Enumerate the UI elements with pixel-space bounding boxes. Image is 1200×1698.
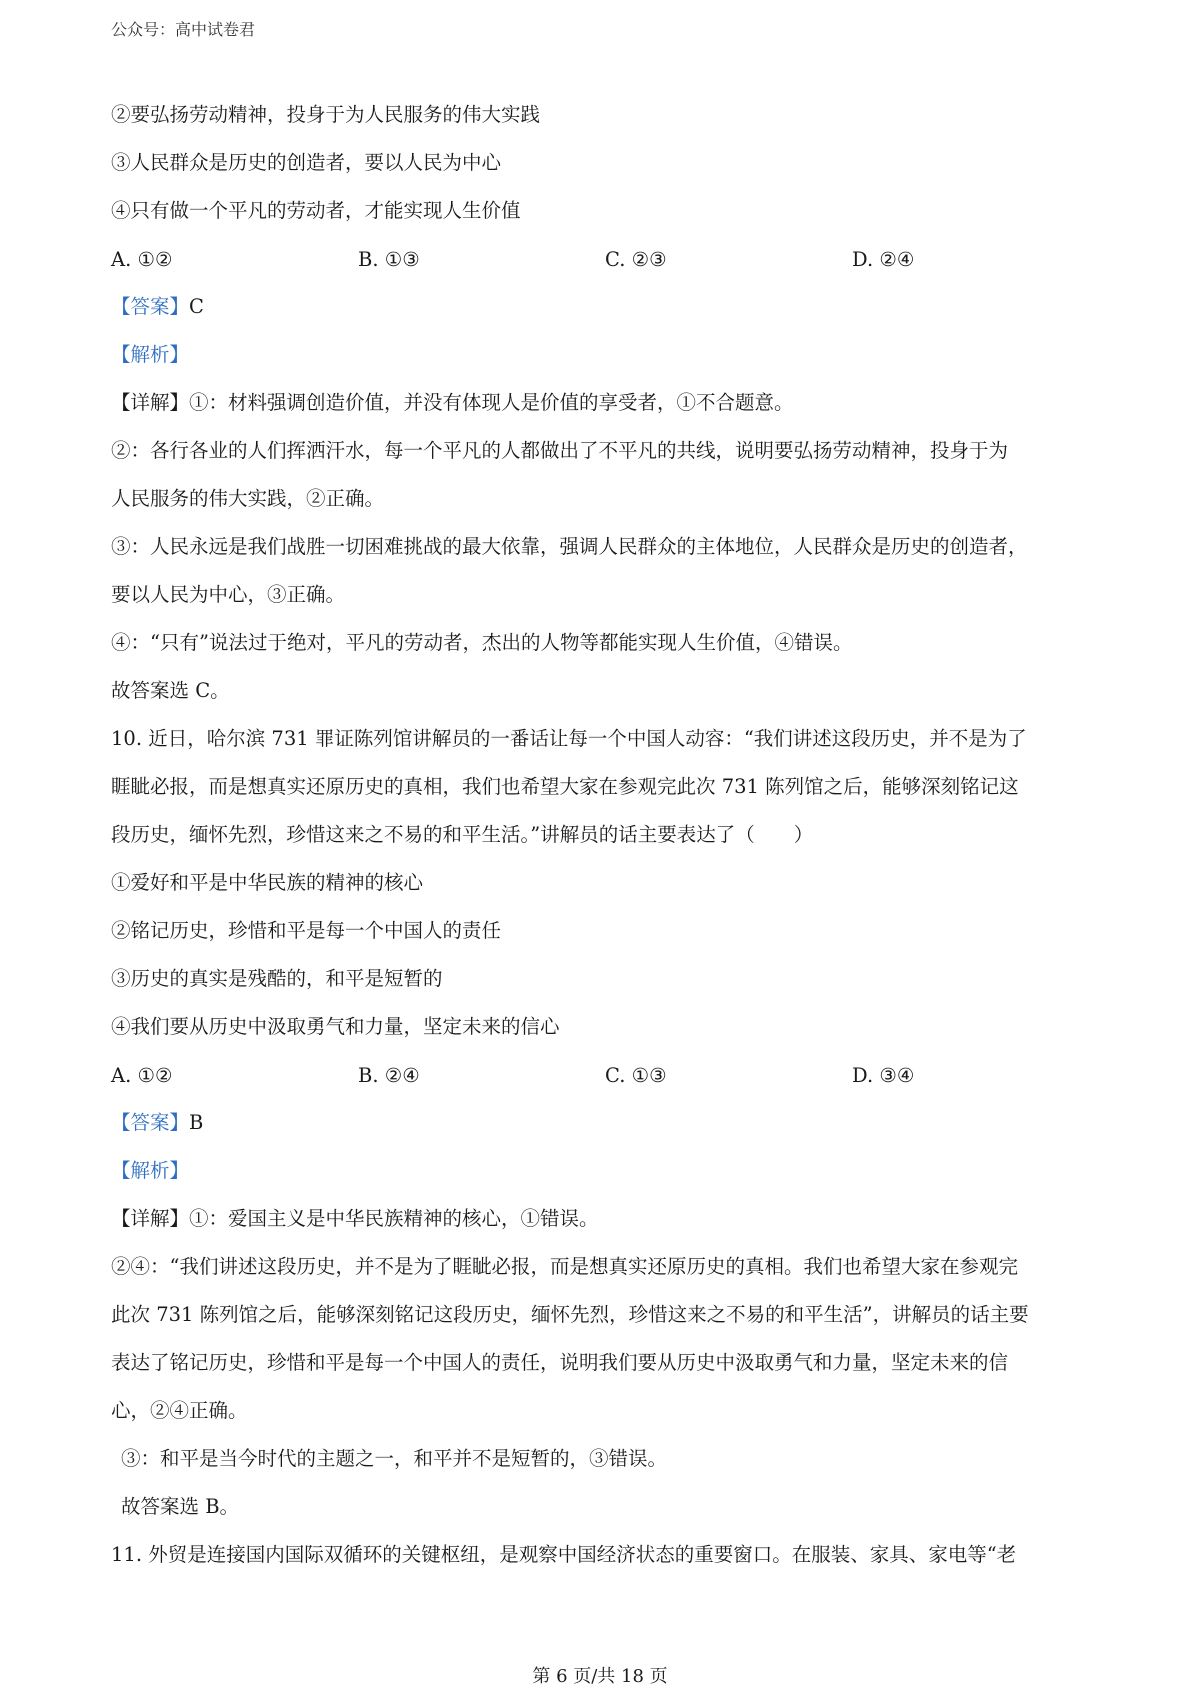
q10-detail-line: 【详解】①：爱国主义是中华民族精神的核心，①错误。 <box>111 1207 599 1230</box>
q10-option-c: C. ①③ <box>605 1063 667 1087</box>
q10-answer-value: B <box>189 1111 204 1134</box>
q10-detail-line: 表达了铭记历史，珍惜和平是每一个中国人的责任，说明我们要从历史中汲取勇气和力量，坚定未来的信 <box>111 1351 1009 1374</box>
q9-detail-line: ④：“只有”说法过于绝对，平凡的劳动者，杰出的人物等都能实现人生价值，④错误。 <box>111 631 853 654</box>
q10-stem-line: 10. 近日，哈尔滨 731 罪证陈列馆讲解员的一番话让每一个中国人动容：“我们讲述这段历史，并不是为了 <box>111 727 1027 750</box>
q9-statement-3: ③人民群众是历史的创造者，要以人民为中心 <box>111 151 502 174</box>
q10-detail-line: 此次 731 陈列馆之后，能够深刻铭记这段历史，缅怀先烈，珍惜这来之不易的和平生活”，讲解员的话主要 <box>111 1303 1029 1326</box>
q9-option-c: C. ②③ <box>605 247 667 271</box>
q9-statement-2: ②要弘扬劳动精神，投身于为人民服务的伟大实践 <box>111 103 541 126</box>
q10-statement-3: ③历史的真实是残酷的，和平是短暂的 <box>111 967 443 990</box>
q10-detail-line: ②④：“我们讲述这段历史，并不是为了睚眦必报，而是想真实还原历史的真相。我们也希望大家在参观完 <box>111 1255 1018 1278</box>
q10-detail-line: 心，②④正确。 <box>111 1399 248 1422</box>
q10-option-a: A. ①② <box>111 1063 173 1087</box>
q9-options <box>111 235 1101 283</box>
q10-statement-1: ①爱好和平是中华民族的精神的核心 <box>111 871 424 894</box>
q9-analysis-tag: 【解析】 <box>111 343 190 366</box>
q10-detail-line: ③：和平是当今时代的主题之一，和平并不是短暂的，③错误。 <box>121 1447 668 1470</box>
page-number: 第 6 页/共 18 页 <box>532 1666 668 1687</box>
q9-option-d: D. ②④ <box>852 247 915 271</box>
q9-detail-line: ②：各行各业的人们挥洒汗水，每一个平凡的人都做出了不平凡的共线，说明要弘扬劳动精神，投身于为 <box>111 439 1009 462</box>
q10-statement-2: ②铭记历史，珍惜和平是每一个中国人的责任 <box>111 919 502 942</box>
q9-conclusion: 故答案选 C。 <box>111 679 230 702</box>
q10-stem-line: 睚眦必报，而是想真实还原历史的真相，我们也希望大家在参观完此次 731 陈列馆之后，能够深刻铭记这 <box>111 775 1019 798</box>
q10-conclusion: 故答案选 B。 <box>121 1495 240 1518</box>
q9-detail-line: 【详解】①：材料强调创造价值，并没有体现人是价值的享受者，①不合题意。 <box>111 391 794 414</box>
q9-detail-line: 人民服务的伟大实践，②正确。 <box>111 487 385 510</box>
q9-statement-4: ④只有做一个平凡的劳动者，才能实现人生价值 <box>111 199 521 222</box>
q10-statement-4: ④我们要从历史中汲取勇气和力量，坚定未来的信心 <box>111 1015 560 1038</box>
q10-stem-line: 段历史，缅怀先烈，珍惜这来之不易的和平生活。”讲解员的话主要表达了（ ） <box>111 823 814 846</box>
q10-options <box>111 1051 1101 1099</box>
q9-answer <box>111 283 1101 331</box>
page-header: 公众号：高中试卷君 <box>111 20 256 39</box>
q10-answer <box>111 1099 1101 1147</box>
answer-tag: 【答案】 <box>111 1111 190 1134</box>
q9-option-b: B. ①③ <box>358 247 420 271</box>
q9-detail-line: ③：人民永远是我们战胜一切困难挑战的最大依靠，强调人民群众的主体地位，人民群众是历史的创造者， <box>111 535 1028 558</box>
answer-tag: 【答案】 <box>111 295 190 318</box>
q10-analysis-tag: 【解析】 <box>111 1159 190 1182</box>
q9-answer-value: C <box>189 295 204 318</box>
q11-stem-line: 11. 外贸是连接国内国际双循环的关键枢纽，是观察中国经济状态的重要窗口。在服装、家具、家电等“老 <box>111 1543 1017 1566</box>
q10-option-b: B. ②④ <box>358 1063 420 1087</box>
document-body <box>111 91 1101 1579</box>
q10-option-d: D. ③④ <box>852 1063 915 1087</box>
q9-option-a: A. ①② <box>111 247 173 271</box>
q9-detail-line: 要以人民为中心，③正确。 <box>111 583 346 606</box>
